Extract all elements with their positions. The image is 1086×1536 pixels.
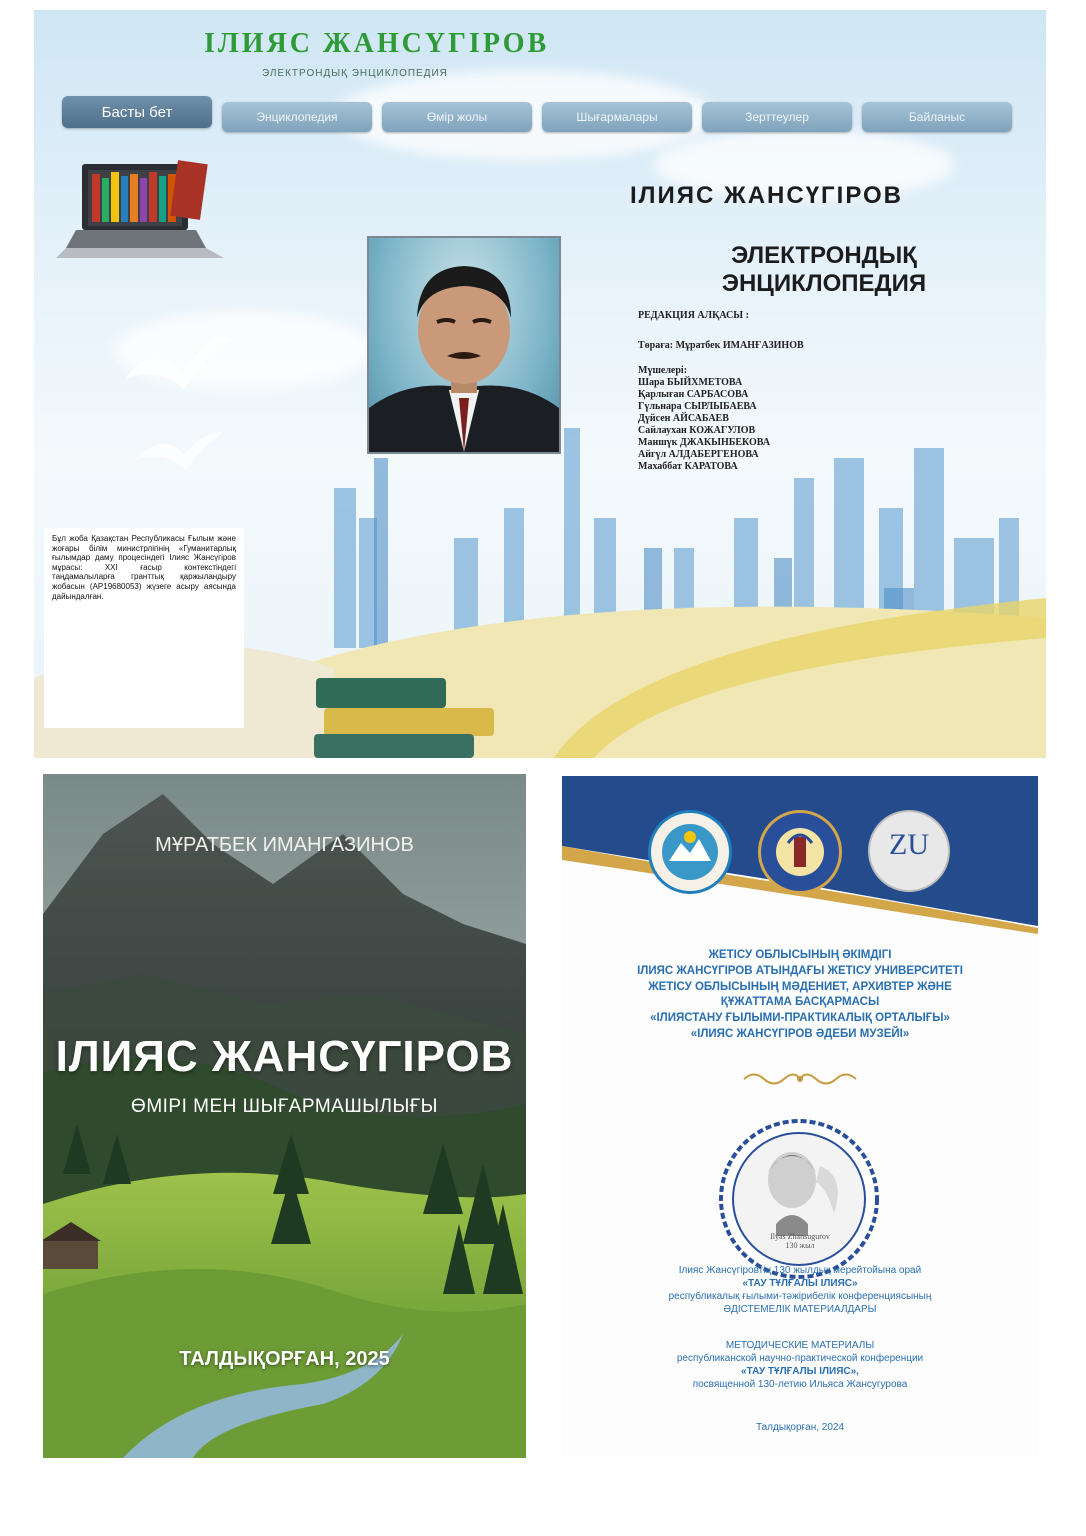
site-subtitle: ЭЛЕКТРОНДЫҚ ЭНЦИКЛОПЕДИЯ xyxy=(262,68,448,79)
nav-tab-contact[interactable]: Байланыс xyxy=(862,102,1012,132)
nav-tab-home[interactable]: Басты бет xyxy=(62,96,212,128)
conf-kz-line: Ілияс Жансүгіровтің 130 жылдық мерейтойына орай xyxy=(678,1265,922,1276)
main-nav xyxy=(62,102,1012,132)
medal-caption xyxy=(562,1232,1038,1250)
conference-materials-cover xyxy=(562,776,1038,1458)
encyclopedia-website-screenshot xyxy=(34,10,1046,758)
encyclopedia-author-name: ІЛИЯС ЖАНСҮГІРОВ xyxy=(630,182,904,209)
project-description: Бұл жоба Қазақстан Республикасы Ғылым және жоғары білім министрлігінің «Гуманитарлық ғылымдар даму процесіндегі Ілияс Жансүгіров мұрасы: ХХІ ғасыр контекстіндегі таңдамалыларға гранттық қаржыландыру жобасын (AP19680053) жүзеге асыру аясында дайындалған. xyxy=(44,528,244,728)
book-cover xyxy=(43,774,526,1458)
organizer-line: ЖЕТІСУ ОБЛЫСЫНЫҢ МӘДЕНИЕТ, АРХИВТЕР ЖӘНЕ xyxy=(648,980,952,993)
member-name: Айгүл АЛДАБЕРГЕНОВА xyxy=(638,449,759,460)
conf-kz-line: ӘДІСТЕМЕЛІК МАТЕРИАЛДАРЫ xyxy=(723,1304,877,1315)
member-name: Сайлаухан КОЖАГУЛОВ xyxy=(638,425,756,436)
conf-kz-line: республикалық ғылыми-тәжірибелік конференциясының xyxy=(668,1291,932,1302)
university-emblem-logo xyxy=(758,810,842,894)
encyclopedia-title-line2: ЭНЦИКЛОПЕДИЯ xyxy=(721,270,927,297)
member-name: Дүйсен АЙСАБАЕВ xyxy=(638,413,729,424)
zu-logo-text: ZU xyxy=(889,828,929,861)
organizer-line: ЖЕТІСУ ОБЛЫСЫНЫҢ ӘКІМДІГІ xyxy=(708,949,892,961)
book-subtitle: ӨМІРІ МЕН ШЫҒАРМАШЫЛЫҒЫ xyxy=(131,1096,438,1117)
medal-name: Ilyas Zhansugurov xyxy=(770,1232,830,1241)
organizer-line: ҚҰЖАТТАМА БАСҚАРМАСЫ xyxy=(720,996,880,1009)
nav-tab-research[interactable]: Зерттеулер xyxy=(702,102,852,132)
nav-tab-biography[interactable]: Өмір жолы xyxy=(382,102,532,132)
nav-tab-works[interactable]: Шығармалары xyxy=(542,102,692,132)
anniversary-medal-emblem xyxy=(716,1116,882,1286)
conference-info-russian xyxy=(562,1339,1038,1391)
conf-ru-line: посвященной 130-летию Ильяса Жансугурова xyxy=(692,1379,908,1390)
organizers-list xyxy=(562,948,1038,1043)
book-title: ІЛИЯС ЖАНСҮГІРОВ xyxy=(55,1032,514,1081)
conf-ru-line: республиканской научно-практической конференции xyxy=(676,1353,924,1364)
book-city-year: ТАЛДЫҚОРҒАН, 2025 xyxy=(179,1348,390,1370)
editor-in-chief: Төраға: Мұратбек ИМАНҒАЗИНОВ xyxy=(638,340,804,351)
zu-logo xyxy=(868,810,950,892)
organizer-line: ІЛИЯС ЖАНСҮГІРОВ АТЫНДАҒЫ ЖЕТІСУ УНИВЕРСИТЕТІ xyxy=(637,964,963,977)
members-label: Мүшелері: xyxy=(638,365,688,376)
encyclopedia-title-line1: ЭЛЕКТРОНДЫҚ xyxy=(731,242,917,269)
nav-tab-encyclopedia[interactable]: Энциклопедия xyxy=(222,102,372,132)
conference-info-kazakh xyxy=(562,1264,1038,1316)
organizer-line: «ІЛИЯСТАНУ ҒЫЛЫМИ-ПРАКТИКАЛЫҚ ОРТАЛЫҒЫ» xyxy=(650,1012,950,1025)
laptop-books-icon xyxy=(56,160,226,260)
conf-ru-line: МЕТОДИЧЕСКИЕ МАТЕРИАЛЫ xyxy=(725,1340,875,1351)
site-title: ІЛИЯС ЖАНСҮГІРОВ xyxy=(204,28,550,59)
member-name: Гүльнара СЫРЛЫБАЕВА xyxy=(638,401,757,412)
conf-ru-title: «ТАУ ТҰЛҒАЛЫ ІЛИЯС», xyxy=(741,1366,859,1377)
encyclopedia-title xyxy=(659,242,989,298)
region-emblem-logo xyxy=(648,810,732,894)
book-author: МҰРАТБЕК ИМАНГАЗИНОВ xyxy=(155,834,414,856)
member-name: Шара БЫЙХМЕТОВА xyxy=(638,377,743,388)
organizer-line: «ІЛИЯС ЖАНСҮГІРОВ ӘДЕБИ МУЗЕЙІ» xyxy=(690,1027,910,1040)
member-name: Маншүк ДЖАКЫНБЕКОВА xyxy=(638,437,771,448)
member-name: Қарлыған САРБАСОВА xyxy=(638,389,749,400)
ornament-divider xyxy=(740,1070,860,1088)
member-name: Махаббат КАРАТОВА xyxy=(638,461,738,472)
editorial-board-label: РЕДАКЦИЯ АЛҚАСЫ : xyxy=(638,310,749,321)
conf-kz-title: «ТАУ ТҰЛҒАЛЫ ІЛИЯС» xyxy=(742,1278,858,1289)
conference-city-year: Талдықорған, 2024 xyxy=(755,1422,845,1433)
medal-years: 130 жыл xyxy=(785,1241,815,1250)
